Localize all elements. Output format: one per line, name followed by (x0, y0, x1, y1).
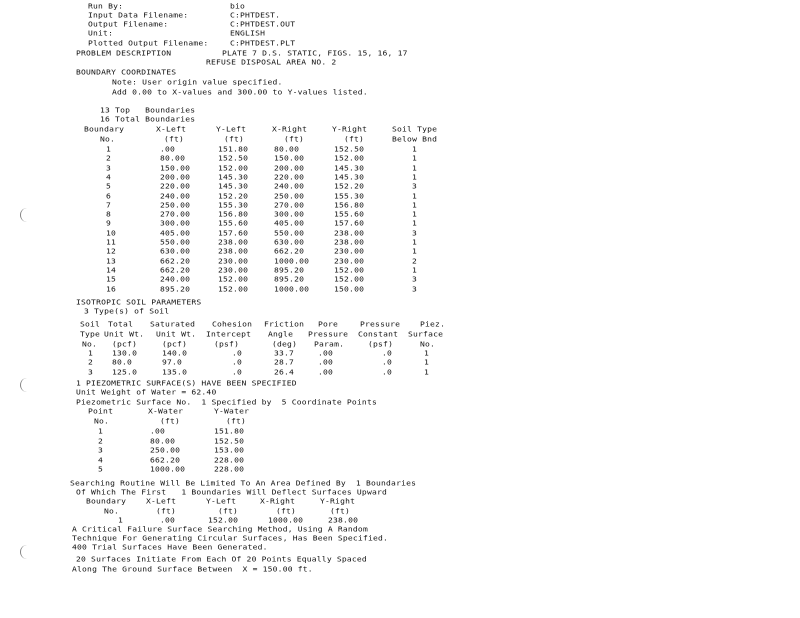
boundary-row-cell: 4 (106, 172, 112, 182)
piezo-row-cell: 2 (98, 436, 104, 445)
boundary-row-cell: 80.00 (160, 154, 186, 163)
boundary-row-cell: 240.00 (160, 191, 191, 200)
boundary-row-cell: 11 (106, 238, 117, 247)
search-paragraph: 400 Trial Surfaces Have Been Generated. (72, 543, 268, 552)
boundary-row-cell: 220.00 (160, 182, 191, 191)
note-line: Add 0.00 to X-values and 300.00 to Y-values listed. (112, 88, 368, 97)
boundary-row-cell: 662.20 (274, 247, 305, 256)
soil-row-cell: .0 (232, 358, 243, 367)
boundary-row-cell: 238.00 (218, 247, 249, 256)
boundary-row-cell: 152.50 (218, 154, 249, 163)
boundary-row-cell: 630.00 (160, 247, 191, 256)
boundary-row-cell: 152.20 (218, 191, 249, 200)
boundary-row-cell: 230.00 (334, 247, 365, 256)
boundary-row-cell: 1 (412, 172, 418, 182)
boundary-row-cell: 80.00 (274, 145, 300, 154)
piezo-row-cell: .00 (150, 427, 166, 436)
boundary-row-cell: 240.00 (274, 182, 305, 191)
boundary-row-cell: 550.00 (274, 228, 305, 237)
boundary-row-cell: 1 (106, 145, 112, 154)
boundary-row-cell: 12 (106, 247, 117, 256)
boundary-row-cell: 1 (412, 154, 418, 163)
soil-row-cell: 140.0 (162, 349, 188, 358)
boundary-row-cell: 2 (412, 256, 418, 265)
piezo-row-cell: 1000.00 (150, 465, 186, 474)
boundary-row-cell: 405.00 (160, 228, 191, 237)
boundary-row-cell: 2 (106, 154, 112, 163)
boundary-row-cell: 240.00 (160, 275, 191, 284)
boundary-row-cell: 155.60 (218, 219, 249, 228)
boundary-row-cell: 1 (412, 200, 418, 210)
boundary-row-cell: 157.60 (218, 228, 249, 237)
boundary-row-cell: 155.60 (334, 210, 365, 219)
piezo-row-cell: 1 (98, 427, 104, 436)
boundary-row-cell: 152.00 (334, 275, 365, 284)
boundary-row-cell: 6 (106, 191, 112, 200)
boundary-row-cell: 156.80 (218, 210, 249, 219)
boundary-row-cell: 10 (106, 228, 117, 237)
boundary-row-cell: 9 (106, 219, 112, 228)
boundary-row-cell: 152.00 (218, 284, 249, 293)
boundary-row-cell: 152.00 (334, 154, 365, 163)
boundary-row-cell: 152.00 (218, 275, 249, 284)
boundary-row-cell: 3 (412, 182, 418, 191)
boundary-row-cell: 300.00 (160, 219, 191, 228)
soil-row-cell: .0 (232, 367, 243, 376)
soil-row-cell: .00 (318, 358, 334, 367)
boundary-row-cell: 1 (412, 238, 418, 247)
soil-row-cell: 1 (424, 358, 430, 367)
boundary-row-cell: 3 (412, 284, 418, 293)
boundary-row-cell: 145.30 (218, 172, 249, 182)
boundary-row-cell: 550.00 (160, 238, 191, 247)
soil-row-cell: 3 (88, 367, 94, 376)
unit-weight-water: Unit Weight of Water = 62.40 (76, 388, 217, 397)
search-line: Searching Routine Will Be Limited To An Area Defined By 1 Boundaries (70, 479, 417, 488)
piezo-row-cell: 5 (98, 465, 104, 474)
boundary-row-cell: 155.30 (218, 200, 249, 210)
boundary-row-cell: 1 (412, 219, 418, 228)
boundary-row-cell: 150.00 (334, 284, 365, 293)
search-line: Of Which The First 1 Boundaries Will Deflect Surfaces Upward (76, 488, 388, 497)
boundary-row-cell: 1 (412, 247, 418, 256)
boundary-row-cell: 157.60 (334, 219, 365, 228)
boundary-row-cell: .00 (160, 145, 176, 154)
soil-row-cell: 1 (88, 349, 94, 358)
soil-row-cell: .0 (382, 349, 393, 358)
note-line: Note: User origin value specified. (112, 78, 283, 87)
boundary-row-cell: 1 (412, 210, 418, 219)
boundary-row-cell: 14 (106, 265, 117, 275)
piezo-row-cell: 4 (98, 455, 104, 464)
boundary-row-cell: 1000.00 (274, 284, 310, 293)
search-paragraph: A Critical Failure Surface Searching Method, Using A Random (72, 525, 368, 534)
piezometric-surface-line: Piezometric Surface No. 1 Specified by 5 Coordinate Points (76, 398, 377, 407)
boundary-row-cell: 895.20 (274, 275, 305, 284)
soil-row-cell: 2 (88, 358, 94, 367)
piezo-row-cell: 228.00 (214, 455, 245, 464)
boundary-row-cell: 3 (412, 275, 418, 284)
binder-hole-mark (20, 378, 31, 392)
boundary-row-cell: 270.00 (160, 210, 191, 219)
boundary-row-cell: 13 (106, 256, 117, 265)
boundary-row-cell: 662.20 (160, 265, 191, 275)
boundary-row-cell: 200.00 (274, 163, 305, 172)
boundary-row-cell: 7 (106, 200, 112, 210)
soil-type-count: 3 Type(s) of Soil (84, 307, 170, 316)
boundary-row-cell: 145.30 (334, 172, 365, 182)
boundary-row-cell: 152.00 (334, 265, 365, 275)
section-title: BOUNDARY COORDINATES (76, 68, 177, 77)
boundary-row-cell: 3 (412, 228, 418, 237)
boundary-row-cell: 238.00 (334, 228, 365, 237)
binder-hole-mark (20, 545, 31, 559)
boundary-row-cell: 630.00 (274, 238, 305, 247)
soil-row-cell: 1 (424, 367, 430, 376)
boundary-row-cell: 270.00 (274, 200, 305, 210)
boundary-row-cell: 152.00 (218, 163, 249, 172)
boundary-row-cell: 230.00 (334, 256, 365, 265)
binder-hole-mark (20, 208, 31, 222)
boundary-row-cell: 152.20 (334, 182, 365, 191)
search-paragraph: Along The Ground Surface Between X = 150.00 ft. (72, 565, 313, 574)
boundary-row-cell: 150.00 (274, 154, 305, 163)
boundary-row-cell: 230.00 (218, 265, 249, 275)
boundary-row-cell: 238.00 (218, 238, 249, 247)
boundary-row-cell: 230.00 (218, 256, 249, 265)
document-page: Run By: bio Input Data Filename: C:PHTDEST. Output Filename: C:PHTDEST.OUT Unit: ENGLISH Plotted Output Filename: C:PHTDEST.PLT PROBLEM DESCRIPTION PLATE 7 D.S. STATIC, FIGS. 15, 16, 17 REFUSE DISPOSAL AREA NO. 2 BOUNDARY COORDINATES Note: User origin value specified. Add 0.00 to X-values and 300.00 to Y-values listed. 13 Top Boundaries 16 Total Boundaries Boundary X-Left Y-Left X-Right Y-Right Soil Type No. (ft) (ft) (ft) (ft) Below Bnd 1 .00 151.80 80.00 152.50 1 2 80.00 152.50 150.00 152.00 1 3 150.00 152.00 200.00 145.30 1 4 200.00 145.30 220.00 145.30 1 5 220.00 145.30 240.00 152.20 3 6 240.00 152.20 250.00 155.30 1 7 250.00 155.30 270.00 156.80 1 8 270.00 156.80 300.00 155.60 1 9 300.00 155.60 405.00 157.60 1 10 405.00 157.60 550.00 238.00 3 11 550.00 238.00 630.00 238.00 1 12 630.00 238.00 662.20 230.00 1 13 662.20 230.00 1000.00 230.00 2 14 662.20 230.00 895.20 152.00 1 15 240.00 152.00 895.20 152.00 3 16 895.20 152.00 1000.00 150.00 3 ISOTROPIC SOIL PARAMETERS 3 Type(s) of Soil Soil Total Saturated Cohesion Friction Pore Pressure Piez. Type Unit Wt. Unit Wt. Intercept Angle Pressure Constant Surface No. (pcf) (pcf) (psf) (deg) Param. (psf) No. 1 130.0 140.0 .0 33.7 .00 .0 1 2 80.0 97.0 .0 28.7 .00 .0 1 3 125.0 135.0 .0 26.4 .00 .0 1 1 PIEZOMETRIC SURFACE(S) HAVE BEEN SPECIFIED Unit Weight of Water = 62.40 Piezometric Surface No. 1 Specified by 5 Coordinate Points Point X-Water Y-Water No. (ft) (ft) 1 .00 151.80 2 80.00 152.50 3 250.00 153.00 4 662.20 228.00 5 1000.00 228.00 Searching Routine Will Be Limited To An Area Defined By 1 Boundaries Of Which The First 1 Boundaries Will Deflect Surfaces Upward Boundary X-Left Y-Left X-Right Y-Right No. (ft) (ft) (ft) (ft) 1 .00 152.00 1000.00 238.00 A Critical Failure Surface Searching Method, Using A Random Technique For Generating Circular Surfaces, Has Been Specified. 400 Trial Surfaces Have Been Generated. 20 Surfaces Initiate From Each Of 20 Points Equally Spaced Along The Ground Surface Between X = 150.00 ft. (0, 0, 800, 618)
soil-row-cell: .0 (382, 367, 393, 376)
soil-row-cell: 130.0 (112, 349, 138, 358)
piezo-row-cell: 250.00 (150, 446, 181, 455)
boundary-row-cell: 300.00 (274, 210, 305, 219)
soil-row-cell: 33.7 (274, 349, 295, 358)
soil-row-cell: 28.7 (274, 358, 295, 367)
boundary-row-cell: 8 (106, 210, 112, 219)
boundary-row-cell: 155.30 (334, 191, 365, 200)
soil-row-cell: 135.0 (162, 367, 188, 376)
boundary-row-cell: 16 (106, 284, 117, 293)
soil-row-cell: 26.4 (274, 367, 295, 376)
piezo-row-cell: 80.00 (150, 436, 176, 445)
boundary-row-cell: 150.00 (160, 163, 191, 172)
soil-row-cell: .0 (232, 349, 243, 358)
boundary-row-cell: 156.80 (334, 200, 365, 210)
soil-row-cell: .00 (318, 367, 334, 376)
soil-row-cell: 125.0 (112, 367, 138, 376)
piezo-row-cell: 152.50 (214, 436, 245, 445)
piezo-row-cell: 3 (98, 446, 104, 455)
piezo-row-cell: 151.80 (214, 427, 245, 436)
boundary-row-cell: 151.80 (218, 145, 249, 154)
boundary-row-cell: 1 (412, 145, 418, 154)
boundary-row-cell: 15 (106, 275, 117, 284)
piezo-row-cell: 662.20 (150, 455, 181, 464)
boundary-row-cell: 145.30 (218, 182, 249, 191)
soil-row-cell: 1 (424, 349, 430, 358)
top-boundaries-count: 13 Top Boundaries (100, 106, 196, 115)
boundary-row-cell: 152.50 (334, 145, 365, 154)
boundary-row-cell: 220.00 (274, 172, 305, 182)
soil-row-cell: .00 (318, 349, 334, 358)
boundary-row-cell: 3 (106, 163, 112, 172)
soil-row-cell: 97.0 (162, 358, 183, 367)
boundary-row-cell: 662.20 (160, 256, 191, 265)
search-paragraph: Technique For Generating Circular Surfaces, Has Been Specified. (72, 534, 389, 543)
soil-row-cell: .0 (382, 358, 393, 367)
boundary-row-cell: 895.20 (274, 265, 305, 275)
boundary-row-cell: 405.00 (274, 219, 305, 228)
search-paragraph: 20 Surfaces Initiate From Each Of 20 Points Equally Spaced (76, 555, 367, 564)
piezo-row-cell: 228.00 (214, 465, 245, 474)
section-title: 1 PIEZOMETRIC SURFACE(S) HAVE BEEN SPECIFIED (76, 379, 297, 388)
boundary-row-cell: 1000.00 (274, 256, 310, 265)
section-title: ISOTROPIC SOIL PARAMETERS (76, 298, 202, 307)
piezo-row-cell: 153.00 (214, 446, 245, 455)
boundary-row-cell: 1 (412, 163, 418, 172)
boundary-row-cell: 200.00 (160, 172, 191, 182)
soil-row-cell: 80.0 (112, 358, 133, 367)
boundary-row-cell: 145.30 (334, 163, 365, 172)
boundary-row-cell: 1 (412, 191, 418, 200)
boundary-row-cell: 238.00 (334, 238, 365, 247)
boundary-row-cell: 250.00 (160, 200, 191, 210)
boundary-row-cell: 5 (106, 182, 112, 191)
boundary-row-cell: 250.00 (274, 191, 305, 200)
boundary-row-cell: 895.20 (160, 284, 191, 293)
total-boundaries-count: 16 Total Boundaries (100, 115, 196, 124)
boundary-row-cell: 1 (412, 265, 418, 275)
